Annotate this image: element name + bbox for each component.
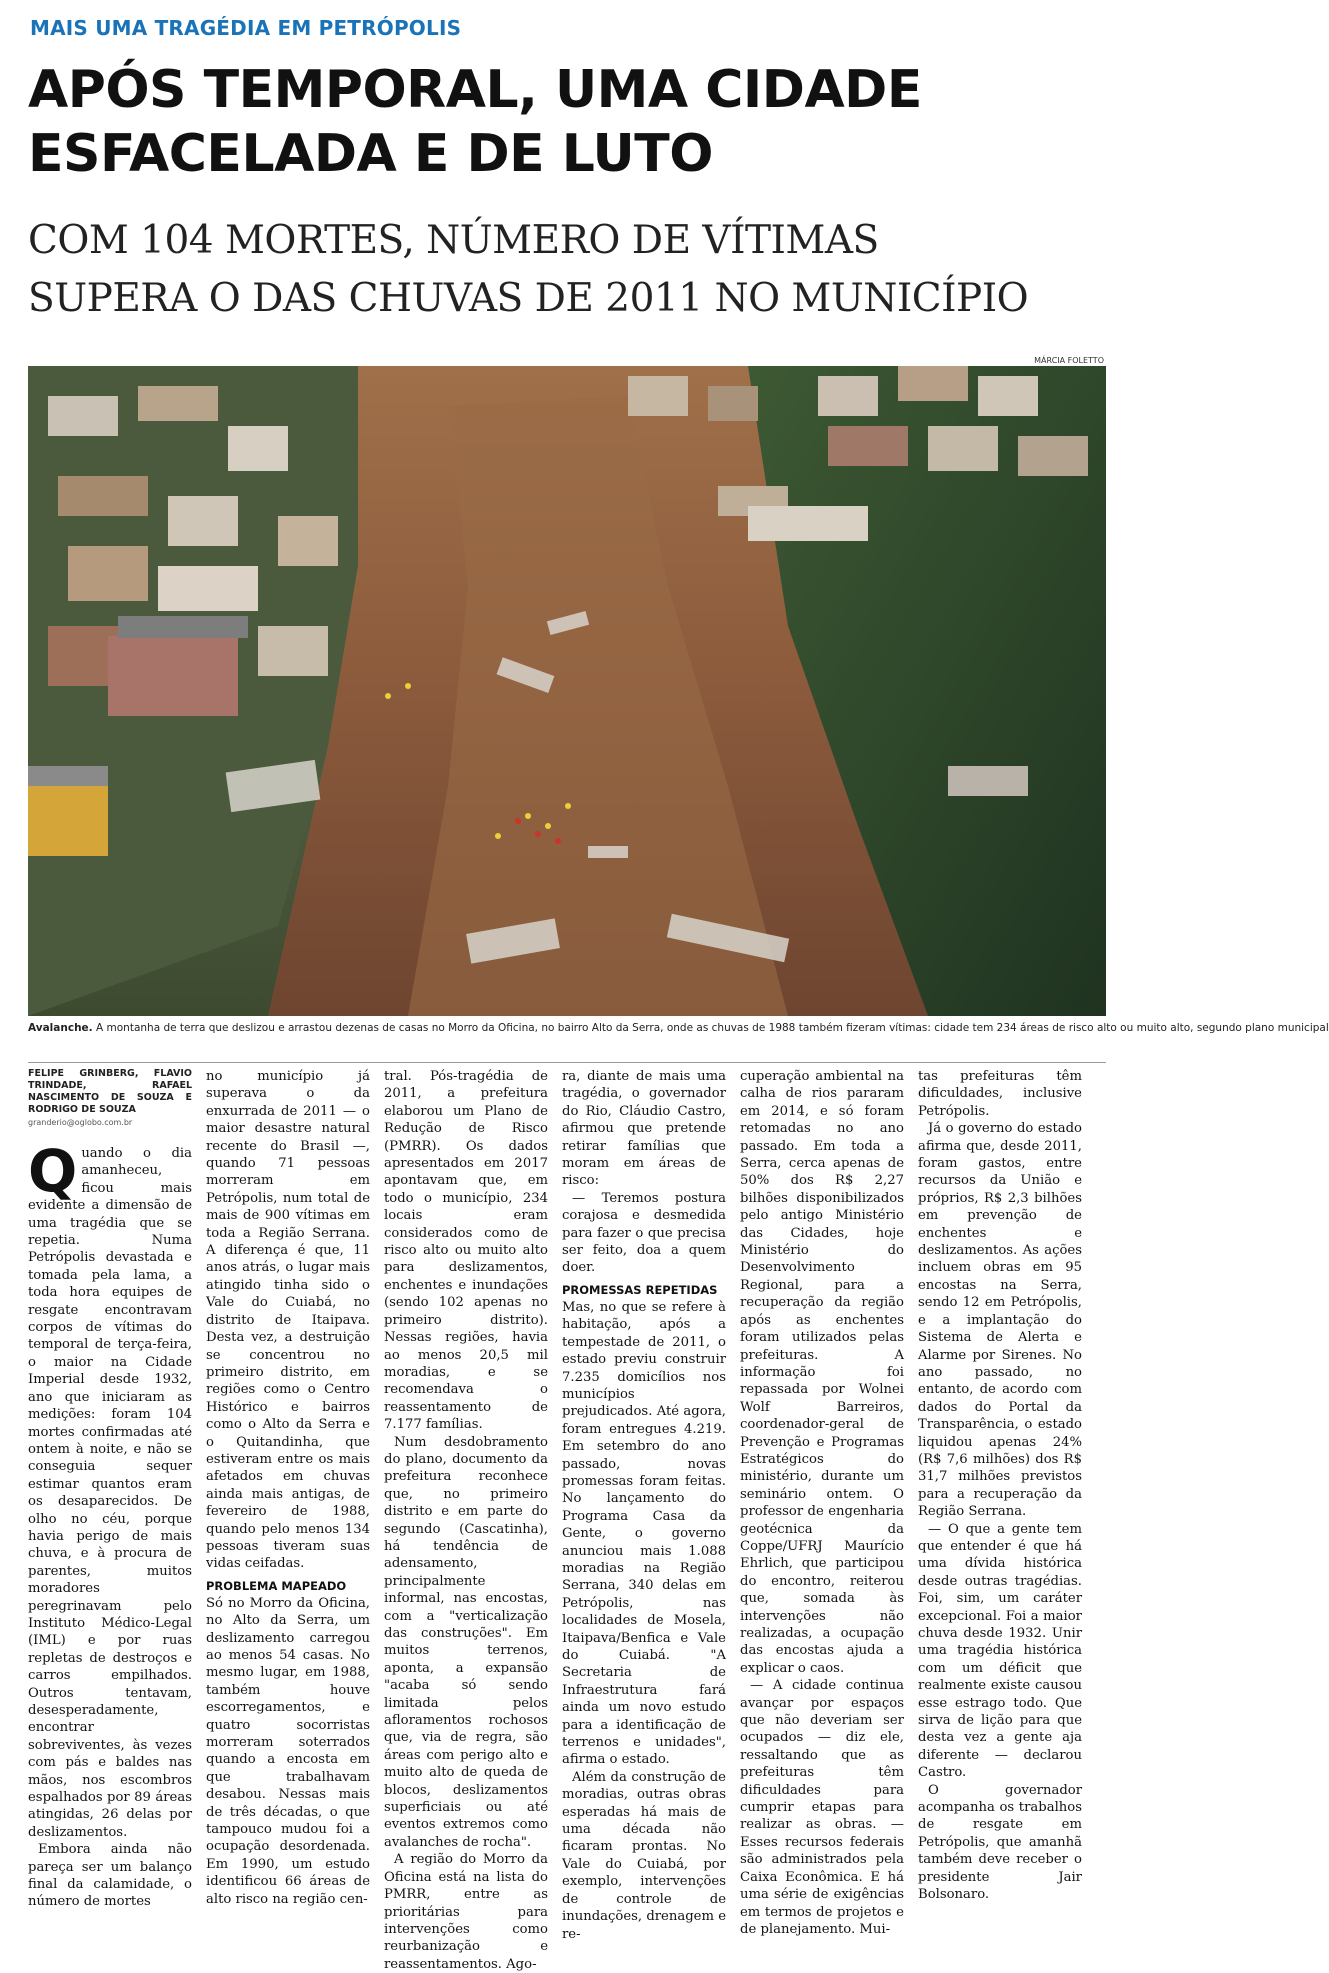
article-column-1 — [28, 1068, 192, 1911]
article-paragraph: cuperação ambiental na calha de rios pararam em 2014, e só foram retomadas no ano passado. Em toda a Serra, cerca apenas de 50% dos R$ 2,27 bilhões disponibilizados pelo antigo Ministério das Cidades, hoje Ministério do Desenvolvimento Regional, para a recuperação da região após as enchentes foram utilizados pelas prefeituras. A informação foi repassada por Wolnei Wolf Barreiros, coordenador-geral de Prevenção e Programas Estratégicos do ministério, durante um seminário ontem. O professor de engenharia geotécnica da Coppe/UFRJ Maurício Ehrlich, que participou do encontro, reiterou que, somada às intervenções não realizadas, a ocupação das encostas ajuda a explicar o caos. — [740, 1069, 904, 1676]
headline-line-1: APÓS TEMPORAL, UMA CIDADE — [28, 60, 922, 120]
article-paragraph: no município já superava o da enxurrada de 2011 — o maior desastre natural recente do Brasil —, quando 71 pessoas morreram em Petrópolis, num total de mais de 900 vítimas em toda a Região Serrana. A diferença é que, 11 anos atrás, o lugar mais atingido tinha sido o Vale do Cuiabá, no distrito de Itaipava. Desta vez, a destruição se concentrou no primeiro distrito, em regiões como o Centro Histórico e bairros como o Alto da Serra e o Quitandinha, que estiveram entre os mais afetados em chuvas ainda mais antigas, de fevereiro de 1988, quando pelo menos 134 pessoas tiveram suas vidas ceifadas. — [206, 1069, 370, 1572]
photo-credit: MÁRCIA FOLETTO — [1034, 356, 1104, 365]
article-column-5 — [740, 1068, 904, 1938]
article-paragraph: ra, diante de mais uma tragédia, o governador do Rio, Cláudio Castro, afirmou que pretende retirar famílias que moram em áreas de risco: — [562, 1069, 726, 1189]
section-kicker: MAIS UMA TRAGÉDIA EM PETRÓPOLIS — [30, 16, 462, 40]
subheading-problema-mapeado: PROBLEMA MAPEADO — [206, 1578, 347, 1593]
subheading-promessas-repetidas: PROMESSAS REPETIDAS — [562, 1282, 718, 1297]
article-column-2 — [206, 1068, 370, 1908]
article-paragraph: tas prefeituras têm dificuldades, inclusive Petrópolis. — [918, 1069, 1082, 1119]
caption-text: A montanha de terra que deslizou e arrastou dezenas de casas no Morro da Oficina, no bairro Alto da Serra, onde as chuvas de 1988 também fizeram vítimas: cidade tem 234 áreas de risco alto ou muito alto, segundo plano municipal — [96, 1022, 1329, 1034]
article-column-3 — [384, 1068, 548, 1973]
landslide-photo — [28, 366, 1106, 1016]
article-paragraph: Já o governo do estado afirma que, desde 2011, foram gastos, entre recursos da União e próprios, R$ 2,3 bilhões em prevenção de enchentes e deslizamentos. As ações incluem obras em 95 encostas na Serra, sendo 12 em Petrópolis, e a implantação do Sistema de Alerta e Alarme por Sirenes. No ano passado, no entanto, de acordo com dados do Portal da Transparência, o estado liquidou apenas 24% (R$ 7,6 milhões) dos R$ 31,7 milhões previstos para a recuperação da Região Serrana. — [918, 1121, 1082, 1520]
article-column-4 — [562, 1068, 726, 1943]
subheadline-line-1: COM 104 MORTES, NÚMERO DE VÍTIMAS — [28, 218, 879, 263]
paragraph-text: uando o dia amanheceu, ficou mais evidente a dimensão de uma tragédia que se repetia. Numa Petrópolis devastada e tomada pela lama, a toda hora equipes de resgate encontravam corpos de vítimas do temporal de terça-feira, o maior na Cidade Imperial desde 1932, ano que iniciaram as medições: foram 104 mortes confirmadas até ontem à noite, e não se conseguia sequer estimar quantos eram os desaparecidos. De olho no céu, porque havia perigo de mais chuva, e à procura de parentes, muitos moradores peregrinavam pelo Instituto Médico-Legal (IML) e por ruas repletas de destroços e carros empilhados. Outros tentavam, desesperadamente, encontrar sobreviventes, às vezes com pás e baldes nas mãos, nos escombros espalhados por 89 áreas atingidas, 26 delas por deslizamentos. — [28, 1146, 192, 1840]
byline: FELIPE GRINBERG, FLAVIO TRINDADE, RAFAEL NASCIMENTO DE SOUZA E RODRIGO DE SOUZA — [28, 1068, 192, 1115]
article-paragraph: Mas, no que se refere à habitação, após a tempestade de 2011, o estado previu construir 7.235 domicílios nos municípios prejudicados. Até agora, foram entregues 4.219. Em setembro do ano passado, novas promessas foram feitas. No lançamento do Programa Casa da Gente, o governo anunciou mais 1.088 moradias na Região Serrana, 340 delas em Petrópolis, nas localidades de Mosela, Itaipava/Benfica e Vale do Cuiabá. "A Secretaria de Infraestrutura fará ainda um novo estudo para a identificação de terrenos e unidades", afirma o estado. — [562, 1299, 726, 1768]
article-paragraph: Além da construção de moradias, outras obras esperadas há mais de uma década não ficaram prontas. No Vale do Cuiabá, por exemplo, intervenções de controle de inundações, drenagem e re- — [562, 1769, 726, 1942]
article-paragraph: O governador acompanha os trabalhos de resgate em Petrópolis, que amanhã também deve receber o presidente Jair Bolsonaro. — [918, 1782, 1082, 1903]
divider — [28, 1062, 1106, 1063]
article-paragraph: — A cidade continua avançar por espaços que não deveriam ser ocupados — diz ele, ressaltando que as prefeituras têm dificuldades para cumprir etapas para realizar as obras. — Esses recursos federais são administrados pela Caixa Econômica. E há uma série de exigências em termos de projetos e de planejamento. Mui- — [740, 1678, 904, 1937]
drop-cap: Q — [28, 1137, 78, 1205]
headline — [28, 58, 1108, 186]
article-paragraph: A região do Morro da Oficina está na lista do PMRR, entre as prioritárias para intervenções como reurbanização e reassentamentos. Ago- — [384, 1852, 548, 1972]
article-paragraph: Embora ainda não pareça ser um balanço final da calamidade, o número de mortes — [28, 1842, 192, 1910]
caption-lead: Avalanche. — [28, 1022, 93, 1034]
article-paragraph: tral. Pós-tragédia de 2011, a prefeitura elaborou um Plano de Redução de Risco (PMRR). Os dados apresentados em 2017 apontavam que, em todo o município, 234 locais eram considerados como de risco alto ou muito alto para deslizamentos, enchentes e inundações (sendo 102 apenas no primeiro distrito). Nessas regiões, havia ao menos 20,5 mil moradias, e se recomendava o reassentamento de 7.177 famílias. — [384, 1069, 548, 1433]
article-column-6 — [918, 1068, 1082, 1904]
article-paragraph: Num desdobramento do plano, documento da prefeitura reconhece que, no primeiro distrito e em parte do segundo (Cascatinha), há tendência de adensamento, principalmente informal, nas encostas, com a "verticalização das construções". Em muitos terrenos, aponta, a expansão "acaba só sendo limitada pelos afloramentos rochosos que, via de regra, são áreas com perigo alto e muito alto de queda de blocos, deslizamentos superficiais ou até eventos extremos como avalanches de rocha". — [384, 1434, 548, 1850]
article-paragraph: — Teremos postura corajosa e desmedida para fazer o que precisa ser feito, doa a quem doer. — [562, 1190, 726, 1276]
article-paragraph: — O que a gente tem que entender é que há uma dívida histórica desde outras tragédias. Foi, sim, um caráter excepcional. Foi a maior chuva desde 1932. Unir uma tragédia histórica com um déficit que realmente existe causou esse estrago todo. Que sirva de lição para que desta vez a gente aja diferente — declarou Castro. — [918, 1521, 1082, 1781]
subheadline — [28, 212, 1118, 328]
author-email[interactable]: granderio@oglobo.com.br — [28, 1118, 133, 1127]
headline-line-2: ESFACELADA E DE LUTO — [28, 124, 713, 184]
landslide-photo-illustration — [28, 366, 1106, 1016]
subheadline-line-2: SUPERA O DAS CHUVAS DE 2011 NO MUNICÍPIO — [28, 276, 1029, 321]
article-paragraph — [28, 1137, 192, 1841]
article-paragraph: Só no Morro da Oficina, no Alto da Serra, um deslizamento carregou ao menos 54 casas. No mesmo lugar, em 1988, também houve escorregamentos, e quatro socorristas morreram soterrados quando a encosta em que trabalhavam desabou. Nessas mais de três décadas, o que tampouco mudou foi a ocupação desordenada. Em 1990, um estudo identificou 66 áreas de alto risco na região cen- — [206, 1595, 370, 1907]
photo-caption — [28, 1021, 1329, 1035]
